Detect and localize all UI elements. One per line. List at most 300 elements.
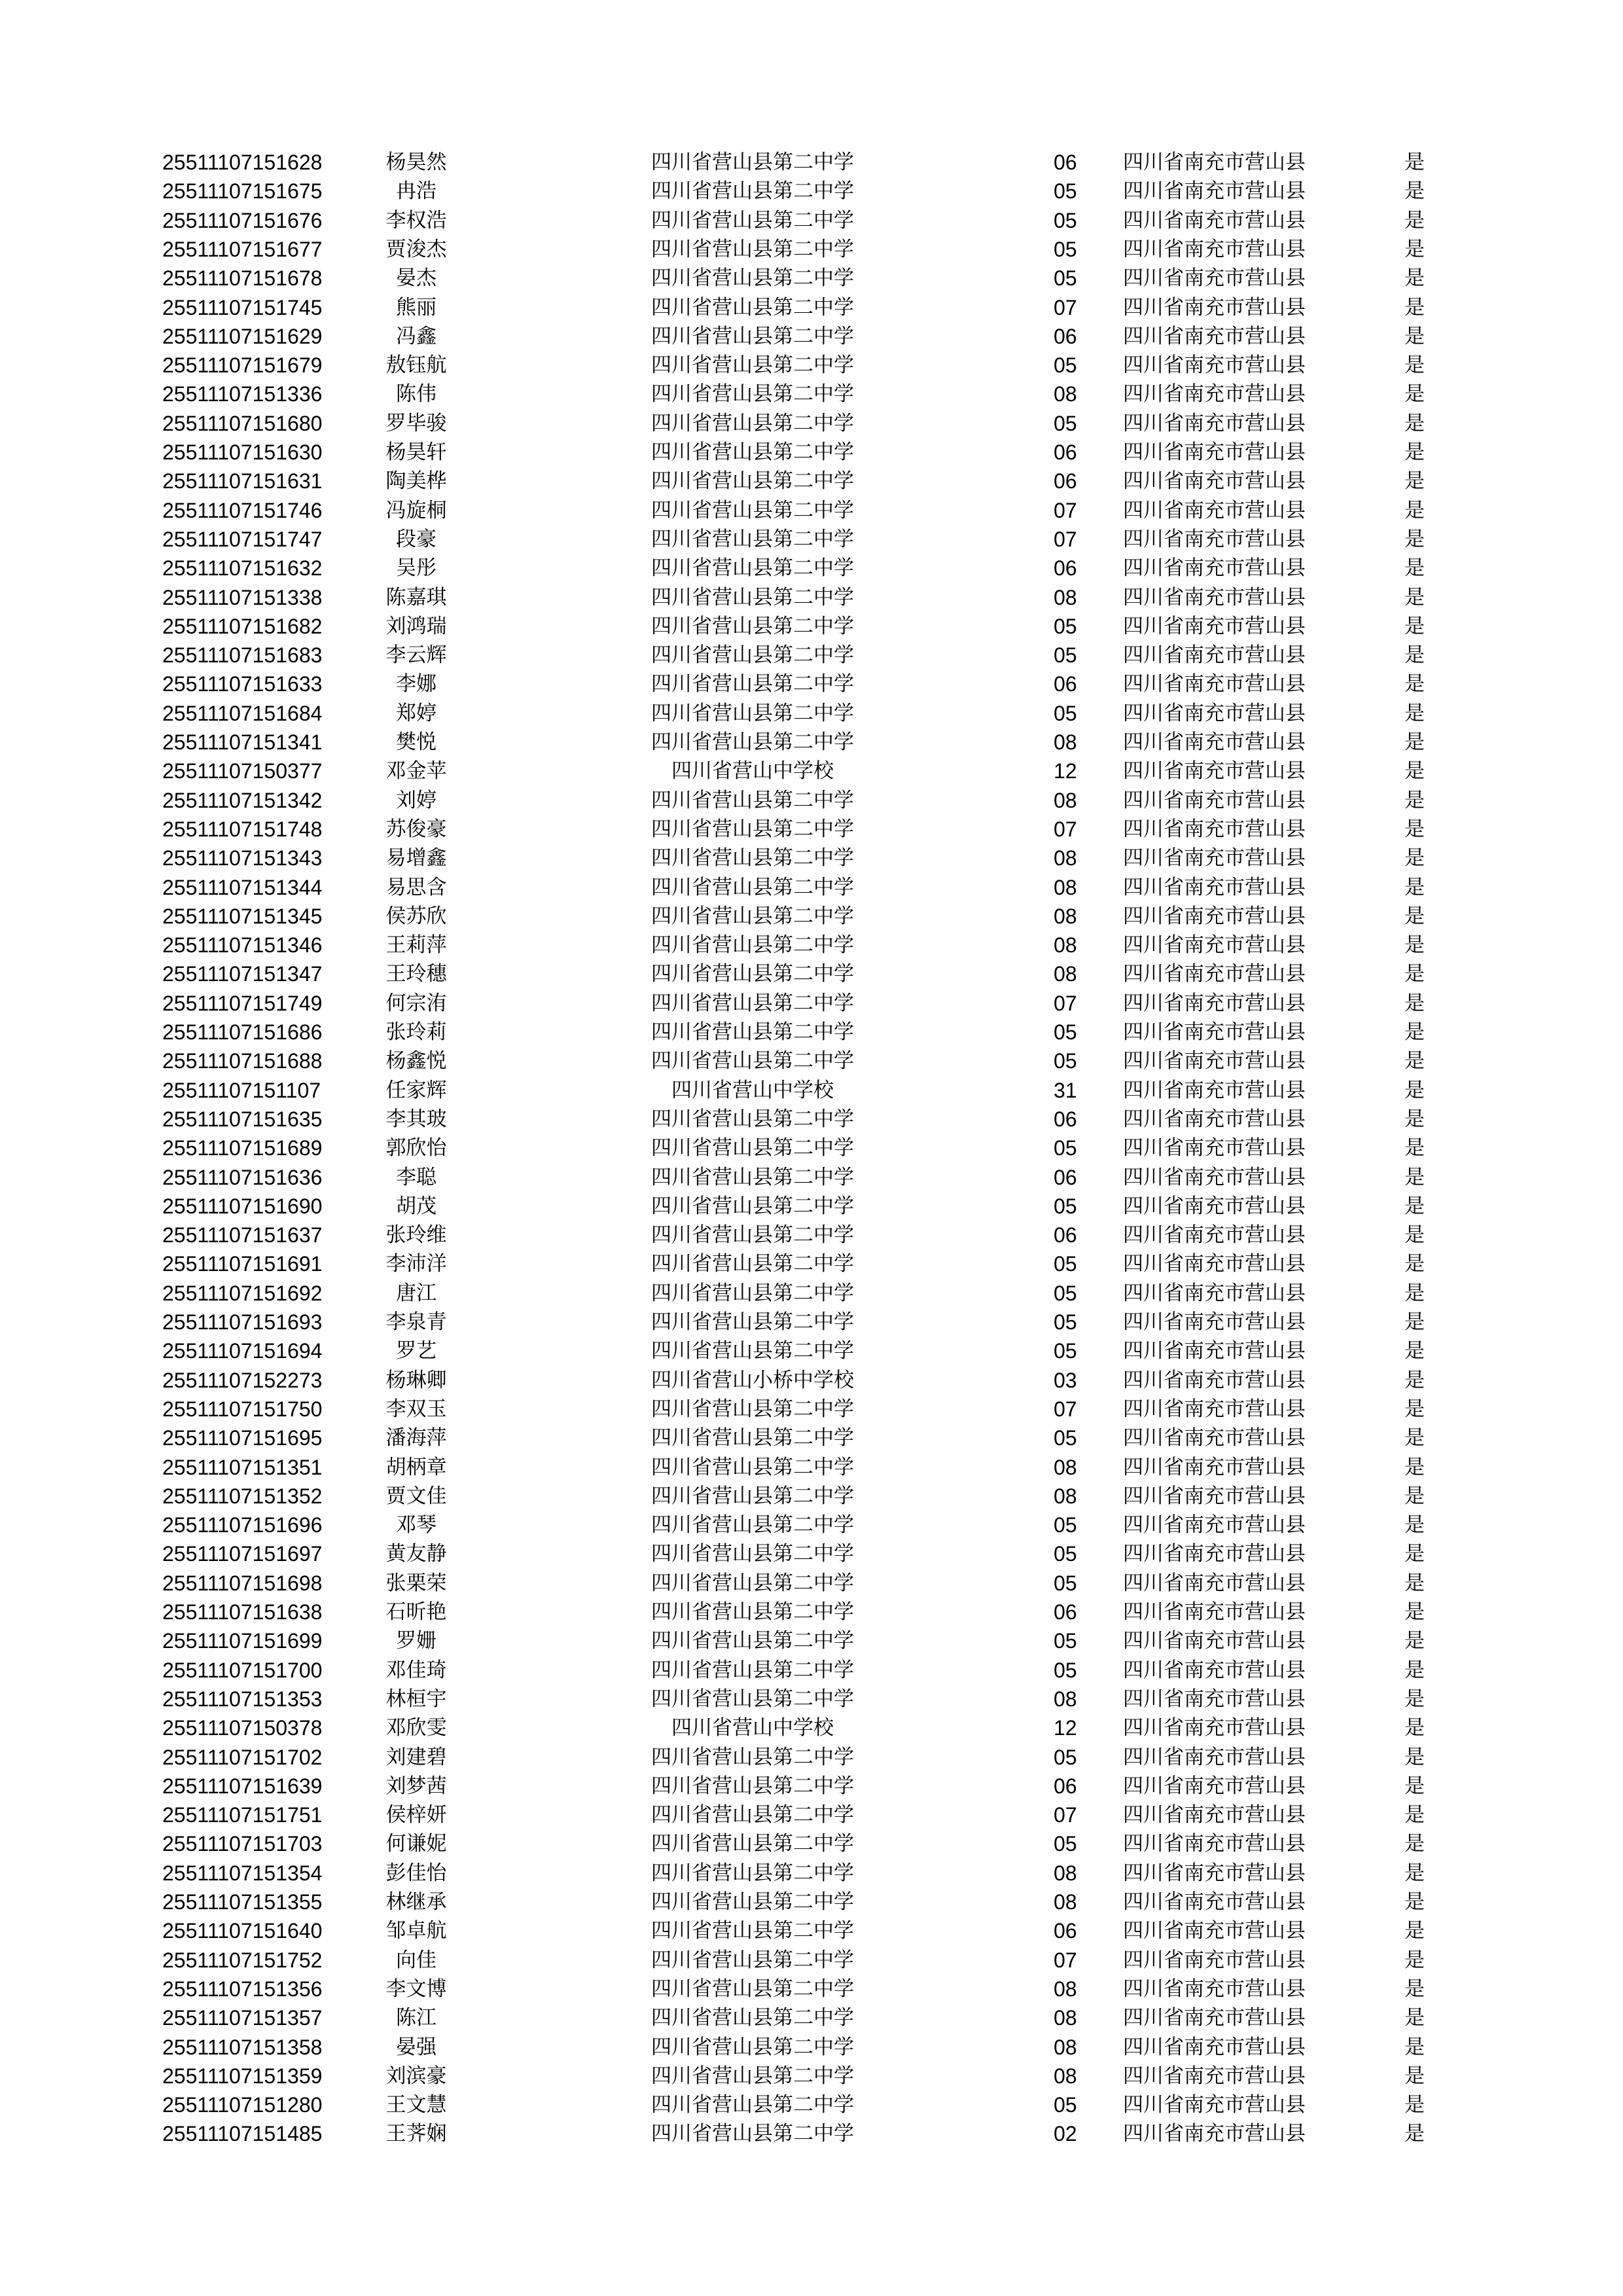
record-id: 25511107152273: [162, 1368, 323, 1392]
table-row: [0, 1134, 1623, 1162]
record-id: 25511107151353: [162, 1687, 323, 1711]
record-school: 四川省营山县第二中学: [651, 1252, 854, 1276]
record-flag: 是: [1404, 1397, 1425, 1421]
record-region: 四川省南充市营山县: [1123, 1281, 1306, 1305]
record-school: 四川省营山县第二中学: [651, 382, 854, 406]
record-code: 05: [1054, 179, 1077, 204]
record-id: 25511107151352: [162, 1484, 323, 1508]
record-region: 四川省南充市营山县: [1123, 1629, 1306, 1653]
record-region: 四川省南充市营山县: [1123, 585, 1306, 609]
record-region: 四川省南充市营山县: [1123, 382, 1306, 406]
record-flag: 是: [1404, 151, 1425, 174]
record-region: 四川省南充市营山县: [1123, 1136, 1306, 1160]
record-name: 杨昊轩: [385, 440, 447, 464]
record-id: 25511107151686: [162, 1020, 323, 1044]
record-school: 四川省营山中学校: [671, 1078, 834, 1102]
record-school: 四川省营山县第二中学: [651, 1513, 854, 1537]
record-code: 05: [1054, 614, 1077, 638]
table-row: [0, 1511, 1623, 1539]
record-region: 四川省南充市营山县: [1123, 237, 1306, 261]
record-flag: 是: [1404, 1078, 1425, 1102]
record-flag: 是: [1404, 817, 1425, 841]
record-code: 05: [1054, 1020, 1077, 1044]
record-name: 刘婷: [396, 788, 437, 812]
record-school: 四川省营山县第二中学: [651, 1861, 854, 1885]
record-code: 06: [1054, 1223, 1077, 1247]
record-id: 25511107151344: [162, 875, 323, 899]
record-region: 四川省南充市营山县: [1123, 1716, 1306, 1740]
record-code: 12: [1054, 1716, 1077, 1740]
record-code: 05: [1054, 1136, 1077, 1160]
table-row: [0, 1598, 1623, 1626]
table-row: [0, 844, 1623, 872]
table-row: [0, 931, 1623, 960]
record-flag: 是: [1404, 411, 1425, 435]
table-row: [0, 1656, 1623, 1685]
record-flag: 是: [1404, 1919, 1425, 1943]
record-school: 四川省营山县第二中学: [651, 904, 854, 928]
record-flag: 是: [1404, 1600, 1425, 1624]
record-id: 25511107151630: [162, 440, 323, 464]
record-region: 四川省南充市营山县: [1123, 1890, 1306, 1914]
record-name: 罗艺: [396, 1339, 437, 1363]
record-region: 四川省南充市营山县: [1123, 469, 1306, 493]
record-school: 四川省营山县第二中学: [651, 1049, 854, 1073]
record-flag: 是: [1404, 1020, 1425, 1044]
record-school: 四川省营山中学校: [671, 759, 834, 783]
record-school: 四川省营山县第二中学: [651, 991, 854, 1015]
record-id: 25511107151750: [162, 1397, 323, 1421]
record-code: 07: [1054, 498, 1077, 522]
record-id: 25511107151637: [162, 1223, 323, 1247]
record-region: 四川省南充市营山县: [1123, 1745, 1306, 1769]
table-row: [0, 1743, 1623, 1772]
record-flag: 是: [1404, 1745, 1425, 1769]
table-row: [0, 902, 1623, 931]
record-name: 刘梦茜: [385, 1774, 447, 1798]
table-row: [0, 583, 1623, 612]
record-region: 四川省南充市营山县: [1123, 846, 1306, 870]
record-code: 08: [1054, 1977, 1077, 2001]
record-id: 25511107151751: [162, 1803, 323, 1827]
record-id: 25511107151355: [162, 1890, 323, 1914]
record-school: 四川省营山县第二中学: [651, 411, 854, 435]
record-flag: 是: [1404, 2006, 1425, 2030]
table-row: [0, 322, 1623, 351]
record-name: 李双玉: [385, 1397, 447, 1421]
record-name: 易增鑫: [385, 846, 447, 870]
record-code: 05: [1054, 1339, 1077, 1363]
record-region: 四川省南充市营山县: [1123, 208, 1306, 232]
record-region: 四川省南充市营山县: [1123, 1774, 1306, 1798]
record-school: 四川省营山县第二中学: [651, 1977, 854, 2001]
record-code: 05: [1054, 701, 1077, 725]
record-id: 25511107151696: [162, 1513, 323, 1537]
record-flag: 是: [1404, 237, 1425, 261]
record-region: 四川省南充市营山县: [1123, 1803, 1306, 1827]
record-school: 四川省营山县第二中学: [651, 1658, 854, 1682]
record-school: 四川省营山县第二中学: [651, 1281, 854, 1305]
record-code: 08: [1054, 962, 1077, 986]
record-name: 林桓宇: [385, 1687, 447, 1711]
record-name: 晏杰: [396, 266, 437, 291]
record-flag: 是: [1404, 179, 1425, 204]
record-flag: 是: [1404, 1455, 1425, 1479]
record-name: 冯鑫: [396, 324, 437, 348]
record-school: 四川省营山县第二中学: [651, 962, 854, 986]
table-row: [0, 1279, 1623, 1308]
record-code: 08: [1054, 2006, 1077, 2030]
record-code: 08: [1054, 846, 1077, 870]
table-row: [0, 815, 1623, 844]
record-name: 陈伟: [396, 382, 437, 406]
record-id: 25511107151698: [162, 1571, 323, 1595]
record-id: 25511107151280: [162, 2093, 323, 2117]
record-id: 25511107151638: [162, 1600, 323, 1624]
record-school: 四川省营山中学校: [671, 1716, 834, 1740]
record-flag: 是: [1404, 933, 1425, 958]
table-row: [0, 206, 1623, 235]
record-name: 黄友静: [385, 1542, 447, 1566]
record-id: 25511107151676: [162, 208, 323, 232]
record-code: 06: [1054, 556, 1077, 581]
table-row: [0, 293, 1623, 322]
record-code: 05: [1054, 353, 1077, 378]
record-code: 05: [1054, 1049, 1077, 1073]
record-flag: 是: [1404, 2064, 1425, 2088]
record-flag: 是: [1404, 1426, 1425, 1450]
record-code: 08: [1054, 2035, 1077, 2059]
record-name: 段豪: [396, 527, 437, 551]
record-code: 08: [1054, 875, 1077, 899]
table-row: [0, 2090, 1623, 2119]
record-flag: 是: [1404, 1252, 1425, 1276]
record-region: 四川省南充市营山县: [1123, 498, 1306, 522]
table-row: [0, 1336, 1623, 1365]
record-region: 四川省南充市营山县: [1123, 1194, 1306, 1218]
record-school: 四川省营山县第二中学: [651, 1310, 854, 1334]
record-id: 25511107151745: [162, 295, 323, 319]
record-name: 潘海萍: [385, 1426, 447, 1450]
record-id: 25511107151354: [162, 1861, 323, 1885]
table-row: [0, 960, 1623, 988]
record-region: 四川省南充市营山县: [1123, 151, 1306, 174]
record-id: 25511107151343: [162, 846, 323, 870]
record-code: 06: [1054, 672, 1077, 696]
record-code: 08: [1054, 1890, 1077, 1914]
record-id: 25511107151636: [162, 1165, 323, 1189]
record-region: 四川省南充市营山县: [1123, 1397, 1306, 1421]
table-row: [0, 1975, 1623, 2003]
table-row: [0, 757, 1623, 785]
record-code: 07: [1054, 991, 1077, 1015]
record-name: 苏俊豪: [385, 817, 447, 841]
record-id: 25511107151358: [162, 2035, 323, 2059]
record-id: 25511107151485: [162, 2122, 323, 2146]
record-id: 25511107151746: [162, 498, 323, 522]
record-id: 25511107151689: [162, 1136, 323, 1160]
record-code: 06: [1054, 469, 1077, 493]
record-name: 邓佳琦: [385, 1658, 447, 1682]
record-region: 四川省南充市营山县: [1123, 1078, 1306, 1102]
table-row: [0, 1916, 1623, 1945]
record-region: 四川省南充市营山县: [1123, 672, 1306, 696]
record-id: 25511107151691: [162, 1252, 323, 1276]
record-region: 四川省南充市营山县: [1123, 1832, 1306, 1856]
record-region: 四川省南充市营山县: [1123, 2006, 1306, 2030]
record-code: 05: [1054, 1252, 1077, 1276]
record-flag: 是: [1404, 875, 1425, 899]
record-school: 四川省营山县第二中学: [651, 672, 854, 696]
record-flag: 是: [1404, 1861, 1425, 1885]
record-region: 四川省南充市营山县: [1123, 2122, 1306, 2146]
record-flag: 是: [1404, 469, 1425, 493]
record-school: 四川省营山县第二中学: [651, 1600, 854, 1624]
record-name: 易思含: [385, 875, 447, 899]
record-school: 四川省营山县第二中学: [651, 2064, 854, 2088]
record-name: 敖钰航: [385, 353, 447, 378]
record-id: 25511107151703: [162, 1832, 323, 1856]
record-id: 25511107151629: [162, 324, 323, 348]
record-name: 郑婷: [396, 701, 437, 725]
table-row: [0, 1539, 1623, 1568]
record-name: 熊丽: [396, 295, 437, 319]
table-row: [0, 1453, 1623, 1482]
record-school: 四川省营山县第二中学: [651, 1020, 854, 1044]
record-code: 08: [1054, 2064, 1077, 2088]
record-region: 四川省南充市营山县: [1123, 701, 1306, 725]
record-flag: 是: [1404, 759, 1425, 783]
record-region: 四川省南充市营山县: [1123, 1368, 1306, 1392]
record-name: 邓琴: [396, 1513, 437, 1537]
record-code: 05: [1054, 1542, 1077, 1566]
record-id: 25511107151675: [162, 179, 323, 204]
record-school: 四川省营山县第二中学: [651, 585, 854, 609]
record-flag: 是: [1404, 2035, 1425, 2059]
record-id: 25511107151342: [162, 788, 323, 812]
table-row: [0, 148, 1623, 177]
record-name: 胡茂: [396, 1194, 437, 1218]
record-id: 25511107151748: [162, 817, 323, 841]
table-row: [0, 1105, 1623, 1134]
record-school: 四川省营山县第二中学: [651, 1803, 854, 1827]
record-school: 四川省营山县第二中学: [651, 353, 854, 378]
record-region: 四川省南充市营山县: [1123, 730, 1306, 754]
record-id: 25511107151690: [162, 1194, 323, 1218]
record-flag: 是: [1404, 1542, 1425, 1566]
record-name: 刘滨豪: [385, 2064, 447, 2088]
record-region: 四川省南充市营山县: [1123, 1977, 1306, 2001]
record-code: 05: [1054, 1658, 1077, 1682]
record-name: 张玲莉: [385, 1020, 447, 1044]
record-school: 四川省营山县第二中学: [651, 1223, 854, 1247]
record-name: 唐江: [396, 1281, 437, 1305]
record-code: 05: [1054, 1832, 1077, 1856]
record-school: 四川省营山县第二中学: [651, 1919, 854, 1943]
record-name: 郭欣怡: [385, 1136, 447, 1160]
record-flag: 是: [1404, 1716, 1425, 1740]
record-school: 四川省营山县第二中学: [651, 701, 854, 725]
table-row: [0, 1047, 1623, 1075]
record-school: 四川省营山县第二中学: [651, 266, 854, 291]
record-code: 07: [1054, 527, 1077, 551]
record-region: 四川省南充市营山县: [1123, 353, 1306, 378]
record-school: 四川省营山县第二中学: [651, 1629, 854, 1653]
record-id: 25511107151680: [162, 411, 323, 435]
table-row: [0, 264, 1623, 293]
record-name: 石昕艳: [385, 1600, 447, 1624]
record-region: 四川省南充市营山县: [1123, 1919, 1306, 1943]
table-row: [0, 873, 1623, 902]
record-school: 四川省营山县第二中学: [651, 1339, 854, 1363]
record-school: 四川省营山县第二中学: [651, 2093, 854, 2117]
table-row: [0, 1221, 1623, 1249]
record-code: 06: [1054, 1774, 1077, 1798]
record-flag: 是: [1404, 2093, 1425, 2117]
table-row: [0, 1424, 1623, 1452]
table-row: [0, 1946, 1623, 1975]
record-code: 05: [1054, 266, 1077, 291]
record-flag: 是: [1404, 498, 1425, 522]
record-name: 贾文佳: [385, 1484, 447, 1508]
record-region: 四川省南充市营山县: [1123, 324, 1306, 348]
record-name: 李其玻: [385, 1107, 447, 1131]
table-row: [0, 351, 1623, 380]
record-id: 25511107151347: [162, 962, 323, 986]
record-name: 冯旋桐: [385, 498, 447, 522]
record-flag: 是: [1404, 556, 1425, 581]
record-name: 侯梓妍: [385, 1803, 447, 1827]
record-region: 四川省南充市营山县: [1123, 1107, 1306, 1131]
record-region: 四川省南充市营山县: [1123, 411, 1306, 435]
record-flag: 是: [1404, 1803, 1425, 1827]
table-row: [0, 1829, 1623, 1858]
record-code: 03: [1054, 1368, 1077, 1392]
record-name: 李泉青: [385, 1310, 447, 1334]
table-row: [0, 2033, 1623, 2062]
record-name: 杨琳卿: [385, 1368, 447, 1392]
record-school: 四川省营山小桥中学校: [651, 1368, 854, 1392]
record-school: 四川省营山县第二中学: [651, 1194, 854, 1218]
table-row: [0, 989, 1623, 1018]
record-name: 邓金苹: [385, 759, 447, 783]
record-school: 四川省营山县第二中学: [651, 1426, 854, 1450]
record-code: 08: [1054, 585, 1077, 609]
record-flag: 是: [1404, 1774, 1425, 1798]
record-flag: 是: [1404, 614, 1425, 638]
record-name: 杨昊然: [385, 151, 447, 174]
record-school: 四川省营山县第二中学: [651, 1571, 854, 1595]
record-flag: 是: [1404, 672, 1425, 696]
table-row: [0, 1626, 1623, 1655]
record-school: 四川省营山县第二中学: [651, 556, 854, 581]
record-id: 25511107151752: [162, 1948, 323, 1972]
record-region: 四川省南充市营山县: [1123, 1484, 1306, 1508]
record-region: 四川省南充市营山县: [1123, 875, 1306, 899]
record-region: 四川省南充市营山县: [1123, 1861, 1306, 1885]
record-id: 25511107151695: [162, 1426, 323, 1450]
table-row: [0, 2062, 1623, 2090]
record-id: 25511107151679: [162, 353, 323, 378]
record-flag: 是: [1404, 1571, 1425, 1595]
record-flag: 是: [1404, 1368, 1425, 1392]
record-id: 25511107151107: [162, 1078, 321, 1102]
record-name: 李沛洋: [385, 1252, 447, 1276]
record-id: 25511107151639: [162, 1774, 323, 1798]
record-id: 25511107151357: [162, 2006, 323, 2030]
record-school: 四川省营山县第二中学: [651, 527, 854, 551]
record-flag: 是: [1404, 1194, 1425, 1218]
record-region: 四川省南充市营山县: [1123, 1600, 1306, 1624]
record-name: 王文慧: [385, 2093, 447, 2117]
record-region: 四川省南充市营山县: [1123, 1571, 1306, 1595]
record-flag: 是: [1404, 1223, 1425, 1247]
record-name: 向佳: [396, 1948, 437, 1972]
record-id: 25511107151345: [162, 904, 323, 928]
table-row: [0, 525, 1623, 554]
record-name: 王玲穗: [385, 962, 447, 986]
record-flag: 是: [1404, 1136, 1425, 1160]
record-flag: 是: [1404, 2122, 1425, 2146]
record-region: 四川省南充市营山县: [1123, 1020, 1306, 1044]
record-id: 25511107151692: [162, 1281, 323, 1305]
record-school: 四川省营山县第二中学: [651, 151, 854, 174]
record-region: 四川省南充市营山县: [1123, 991, 1306, 1015]
record-code: 05: [1054, 1281, 1077, 1305]
record-id: 25511107151346: [162, 933, 323, 958]
table-row: [0, 235, 1623, 264]
record-flag: 是: [1404, 1484, 1425, 1508]
record-id: 25511107151693: [162, 1310, 323, 1334]
record-name: 何谦妮: [385, 1832, 447, 1856]
table-row: [0, 1308, 1623, 1336]
record-region: 四川省南充市营山县: [1123, 440, 1306, 464]
table-row: [0, 1482, 1623, 1511]
record-name: 杨鑫悦: [385, 1049, 447, 1073]
record-code: 06: [1054, 1600, 1077, 1624]
table-row: [0, 699, 1623, 728]
record-code: 05: [1054, 1745, 1077, 1769]
table-row: [0, 380, 1623, 408]
record-school: 四川省营山县第二中学: [651, 237, 854, 261]
record-id: 25511107151694: [162, 1339, 323, 1363]
record-id: 25511107150377: [162, 759, 323, 783]
record-region: 四川省南充市营山县: [1123, 1049, 1306, 1073]
record-school: 四川省营山县第二中学: [651, 469, 854, 493]
record-school: 四川省营山县第二中学: [651, 1107, 854, 1131]
record-region: 四川省南充市营山县: [1123, 1426, 1306, 1450]
record-code: 06: [1054, 1919, 1077, 1943]
record-region: 四川省南充市营山县: [1123, 266, 1306, 291]
record-id: 25511107151341: [162, 730, 323, 754]
record-school: 四川省营山县第二中学: [651, 846, 854, 870]
record-school: 四川省营山县第二中学: [651, 179, 854, 204]
record-id: 25511107151682: [162, 614, 323, 638]
record-school: 四川省营山县第二中学: [651, 498, 854, 522]
record-region: 四川省南充市营山县: [1123, 1542, 1306, 1566]
record-school: 四川省营山县第二中学: [651, 440, 854, 464]
record-name: 李云辉: [385, 643, 447, 668]
record-flag: 是: [1404, 1948, 1425, 1972]
record-flag: 是: [1404, 643, 1425, 668]
record-code: 08: [1054, 1455, 1077, 1479]
record-school: 四川省营山县第二中学: [651, 1542, 854, 1566]
record-flag: 是: [1404, 585, 1425, 609]
table-row: [0, 2003, 1623, 2032]
record-school: 四川省营山县第二中学: [651, 817, 854, 841]
record-flag: 是: [1404, 1310, 1425, 1334]
record-school: 四川省营山县第二中学: [651, 1745, 854, 1769]
